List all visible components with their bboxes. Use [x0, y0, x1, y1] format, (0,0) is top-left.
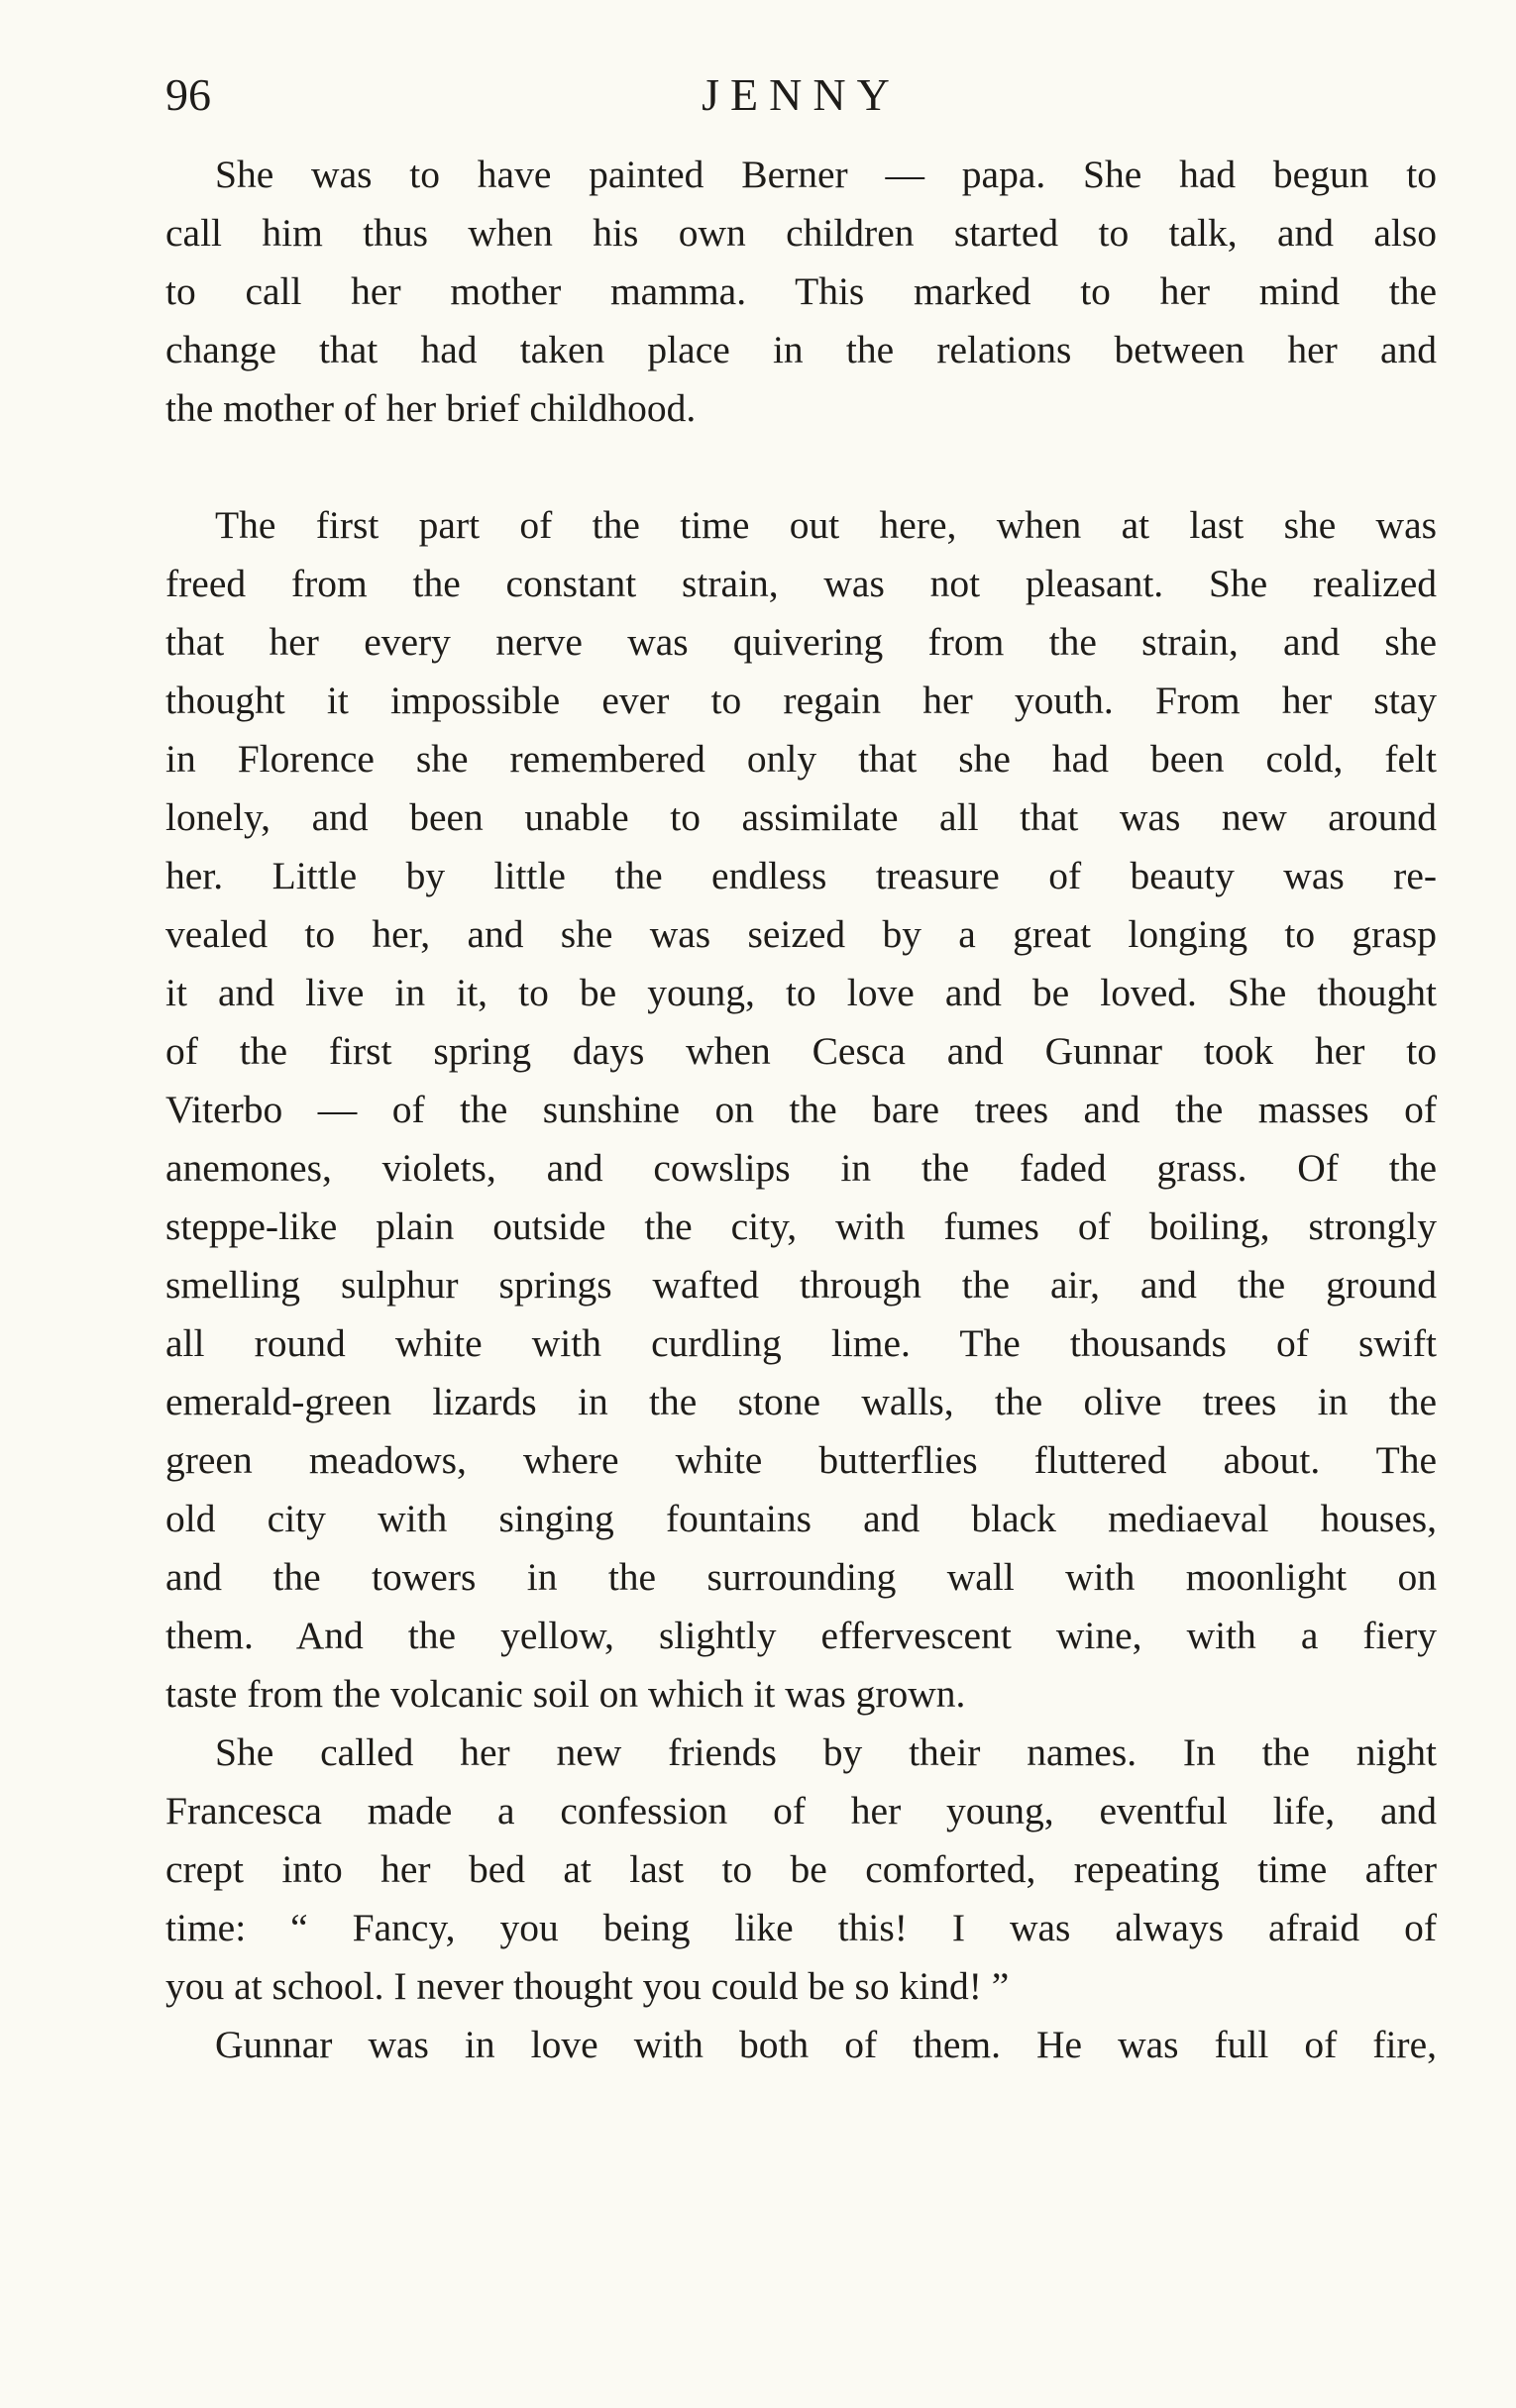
text-line: change that had taken place in the relations between her and: [165, 328, 1437, 371]
text-line: her. Little by little the endless treasure of beauty was re-: [165, 854, 1437, 897]
text-line: Viterbo — of the sunshine on the bare trees and the masses of: [165, 1088, 1437, 1131]
text-line: old city with singing fountains and black mediaeval houses,: [165, 1497, 1437, 1540]
text-line: anemones, violets, and cowslips in the faded grass. Of the: [165, 1146, 1437, 1190]
paragraph: [165, 146, 1437, 438]
text-line: green meadows, where white butterflies fluttered about. The: [165, 1438, 1437, 1482]
text-line: and the towers in the surrounding wall with moonlight on: [165, 1555, 1437, 1599]
text-line: that her every nerve was quivering from the strain, and she: [165, 620, 1437, 664]
paragraph: [165, 2016, 1437, 2074]
text-line: in Florence she remembered only that she had been cold, felt: [165, 737, 1437, 781]
text-line: freed from the constant strain, was not pleasant. She realized: [165, 562, 1437, 605]
text-line: Gunnar was in love with both of them. He was full of fire,: [215, 2023, 1437, 2066]
text-line: She called her new friends by their names. In the night: [215, 1730, 1437, 1774]
paragraph: [165, 1724, 1437, 2016]
paragraph-gap: [165, 438, 1437, 496]
text-line: of the first spring days when Cesca and Gunnar took her to: [165, 1029, 1437, 1073]
text-line: time: “ Fancy, you being like this! I was always afraid of: [165, 1906, 1437, 1949]
text-line: you at school. I never thought you could be so kind! ”: [165, 1964, 1010, 2008]
page-header: [165, 65, 1437, 125]
text-line: steppe-like plain outside the city, with fumes of boiling, strongly: [165, 1204, 1437, 1248]
text-line: all round white with curdling lime. The thousands of swift: [165, 1321, 1437, 1365]
text-line: the mother of her brief childhood.: [165, 386, 697, 430]
text-line: lonely, and been unable to assimilate all that was new around: [165, 795, 1437, 839]
text-line: emerald-green lizards in the stone walls, the olive trees in the: [165, 1380, 1437, 1423]
text-line: She was to have painted Berner — papa. She had begun to: [215, 153, 1437, 196]
body-text: [165, 146, 1437, 2074]
page-number: 96: [165, 69, 211, 120]
text-line: call him thus when his own children started to talk, and also: [165, 211, 1437, 255]
text-line: Francesca made a confession of her young, eventful life, and: [165, 1789, 1437, 1832]
text-line: taste from the volcanic soil on which it was grown.: [165, 1672, 966, 1716]
text-line: to call her mother mamma. This marked to her mind the: [165, 269, 1437, 313]
text-line: thought it impossible ever to regain her youth. From her stay: [165, 679, 1437, 722]
text-line: smelling sulphur springs wafted through the air, and the ground: [165, 1263, 1437, 1307]
text-line: The first part of the time out here, when at last she was: [215, 503, 1437, 547]
text-line: vealed to her, and she was seized by a great longing to grasp: [165, 912, 1437, 956]
text-line: them. And the yellow, slightly effervescent wine, with a fiery: [165, 1614, 1437, 1657]
text-line: crept into her bed at last to be comforted, repeating time after: [165, 1847, 1437, 1891]
paragraph: [165, 496, 1437, 1724]
running-title: JENNY: [702, 69, 901, 120]
text-line: it and live in it, to be young, to love and be loved. She thought: [165, 971, 1437, 1014]
